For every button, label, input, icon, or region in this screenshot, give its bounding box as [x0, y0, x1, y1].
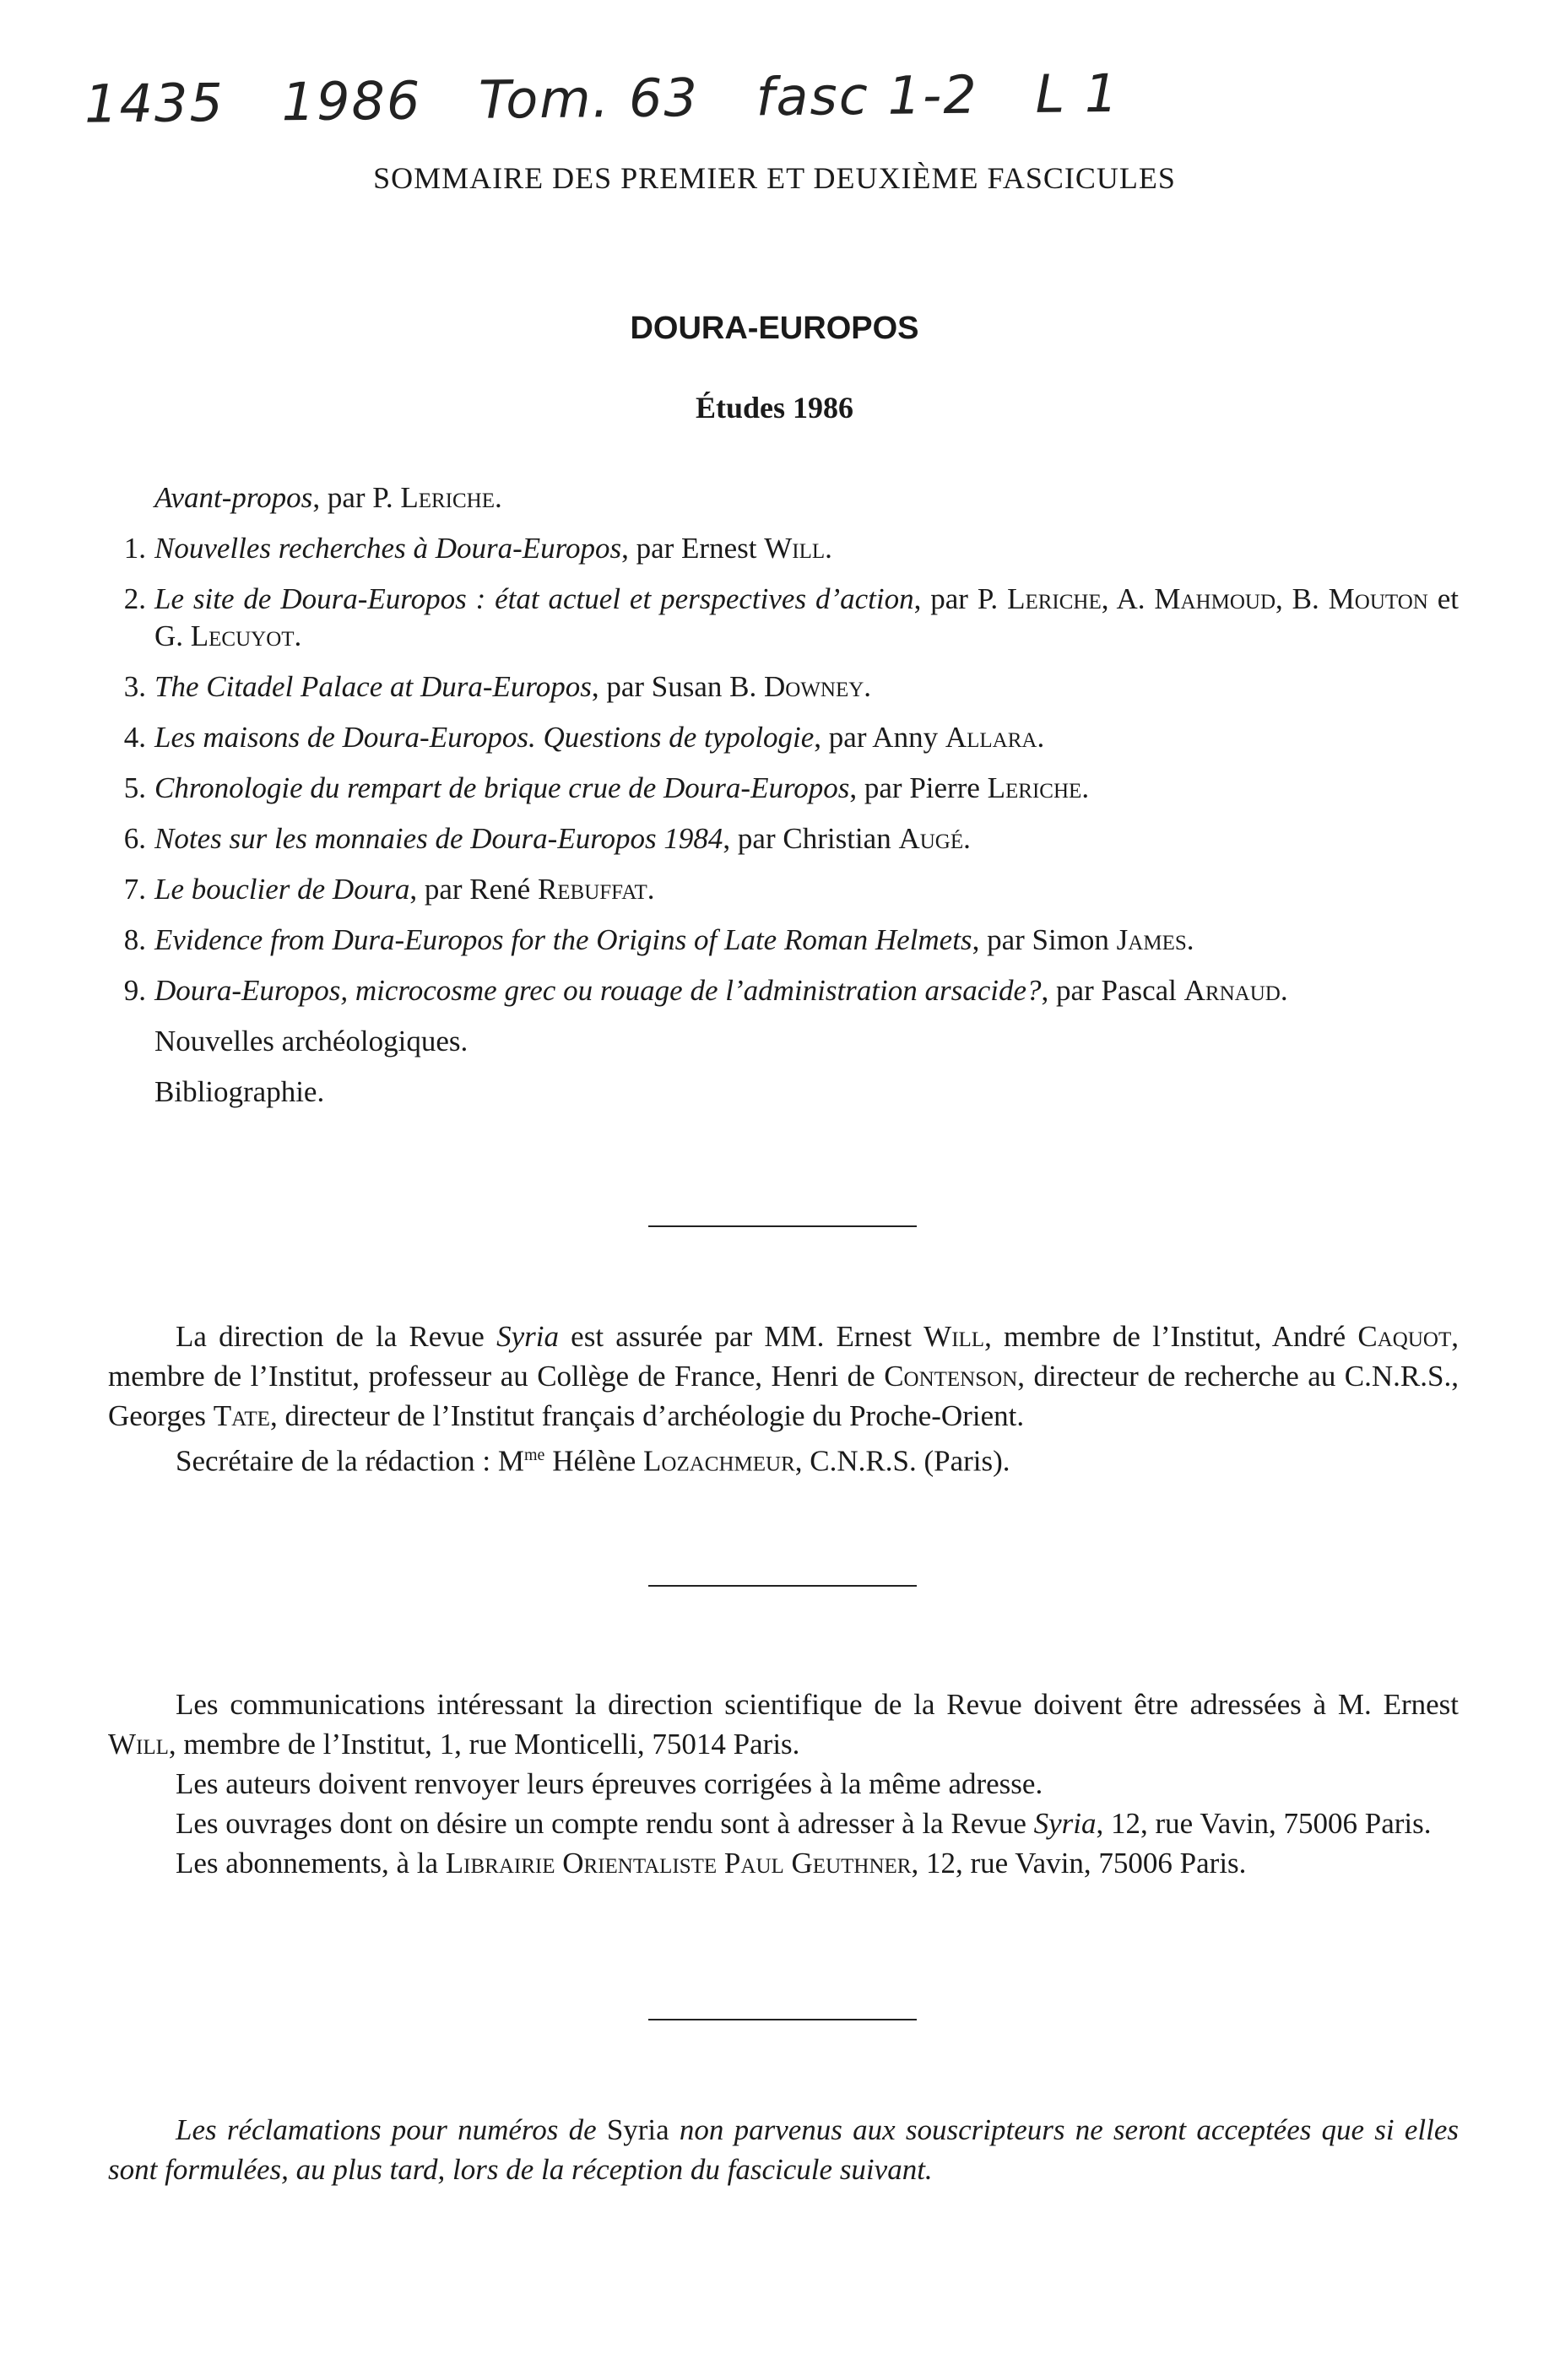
toc-item: 7. Le bouclier de Doura, par René Rebuffat. — [123, 873, 655, 906]
summary-heading: SOMMAIRE DES PREMIER ET DEUXIÈME FASCICULES — [373, 161, 1176, 195]
reviews-paragraph: Les ouvrages dont on désire un compte rendu sont à adresser à la Revue Syria, 12, rue Vavin, 75006 Paris. — [176, 1807, 1432, 1840]
handwritten-fasc: fasc 1-2 — [756, 63, 979, 128]
divider-rule — [648, 1585, 917, 1587]
divider-rule — [648, 1225, 917, 1227]
toc-item: 2. Le site de Doura-Europos : état actuel et perspectives d’action, par P. Leriche, A. Mahmoud, B. Mouton et G. Lecuyot. — [123, 582, 1459, 652]
toc-item: 1. Nouvelles recherches à Doura-Europos, par Ernest Will. — [123, 532, 832, 565]
table-of-contents — [108, 479, 1459, 1124]
toc-item: 4. Les maisons de Doura-Europos. Questions de typologie, par Anny Allara. — [123, 721, 1045, 754]
toc-item: 5. Chronologie du rempart de brique crue de Doura-Europos, par Pierre Leriche. — [123, 771, 1090, 804]
toc-item: 3. The Citadel Palace at Dura-Europos, par Susan B. Downey. — [123, 670, 872, 703]
handwritten-annotation — [84, 62, 1159, 134]
toc-intro: Avant-propos, par P. Leriche. — [154, 481, 502, 514]
divider-rule — [648, 2019, 917, 2020]
toc-item: 9. Doura-Europos, microcosme grec ou rouage de l’administration arsacide?, par Pascal Arnaud. — [123, 974, 1288, 1007]
section-subtitle: Études 1986 — [695, 391, 854, 425]
toc-bibliographie: Bibliographie. — [154, 1075, 325, 1108]
secretary-paragraph: Secrétaire de la rédaction : $M^{me}$ Hélène Lozachmeur, C.N.R.S. (Paris). — [176, 1444, 1010, 1478]
toc-item: 6. Notes sur les monnaies de Doura-Europos 1984, par Christian Augé. — [123, 822, 971, 855]
toc-nouvelles: Nouvelles archéologiques. — [154, 1025, 468, 1057]
communications-paragraph: Les communications intéressant la direction scientifique de la Revue doivent être adressées à M. Ernest Will, membre de l’Institut, 1, rue Monticelli, 75014 Paris. — [108, 1688, 1459, 1761]
proofs-paragraph: Les auteurs doivent renvoyer leurs épreuves corrigées à la même adresse. — [176, 1767, 1043, 1800]
toc-item: 8. Evidence from Dura-Europos for the Origins of Late Roman Helmets, par Simon James. — [123, 923, 1194, 956]
subscriptions-paragraph: Les abonnements, à la Librairie Orientaliste Paul Geuthner, 12, rue Vavin, 75006 Paris. — [176, 1847, 1247, 1880]
direction-block — [108, 1317, 1459, 1481]
handwritten-number: 1435 — [84, 71, 225, 135]
handwritten-tome: Tom. 63 — [478, 67, 700, 131]
handwritten-year: 1986 — [281, 69, 422, 133]
section-title: DOURA-EUROPOS — [630, 311, 919, 346]
claims-notice: Les réclamations pour numéros de Syria non parvenus aux souscripteurs ne seront acceptées que si elles sont formulées, au plus tard, lors de la réception du fascicule suivant. — [108, 2113, 1459, 2186]
direction-paragraph: La direction de la Revue Syria est assurée par MM. Ernest Will, membre de l’Institut, André Caquot, membre de l’Institut, professeur au Collège de France, Henri de Contenson, directeur de recherche au C.N.R.S., Georges Tate, directeur de l’Institut français d’archéologie du Proche-Orient. — [108, 1320, 1459, 1432]
communications-block — [108, 1685, 1459, 1883]
handwritten-shelf: L 1 — [1035, 62, 1120, 125]
